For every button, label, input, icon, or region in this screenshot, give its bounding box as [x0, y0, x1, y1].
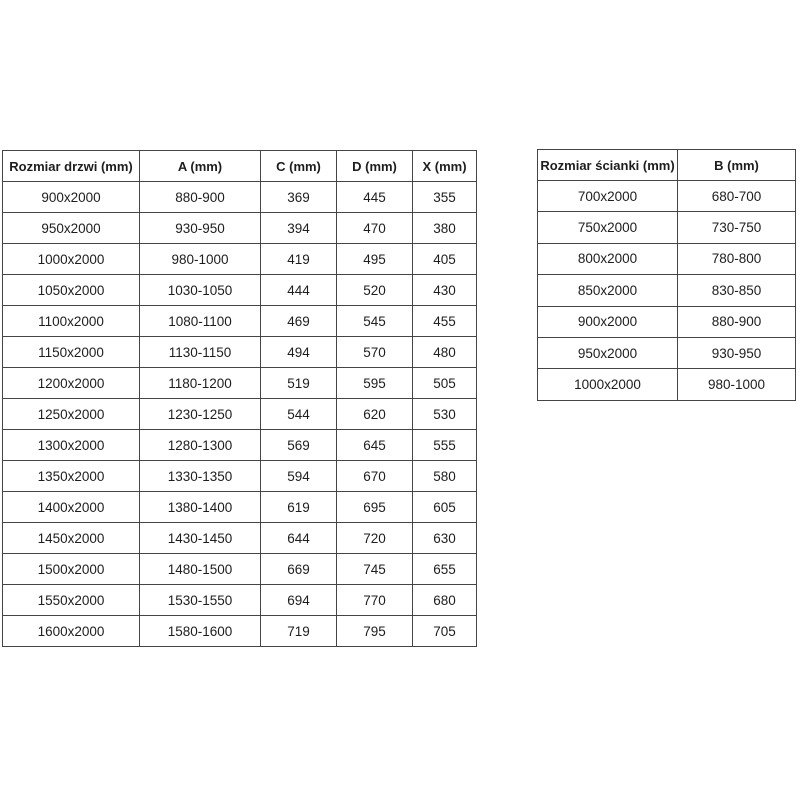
cell: 544	[261, 399, 337, 430]
cell: 495	[337, 244, 413, 275]
cell: 555	[413, 430, 477, 461]
table-row	[3, 492, 477, 523]
table-row	[3, 213, 477, 244]
cell: 694	[261, 585, 337, 616]
wall-table-header-row	[538, 150, 796, 181]
cell: 1180-1200	[140, 368, 261, 399]
cell: 595	[337, 368, 413, 399]
table-row	[538, 181, 796, 212]
cell: 630	[413, 523, 477, 554]
cell: 655	[413, 554, 477, 585]
table-row	[3, 399, 477, 430]
table-row	[3, 430, 477, 461]
table-row	[538, 337, 796, 368]
cell: 1550x2000	[3, 585, 140, 616]
cell: 645	[337, 430, 413, 461]
cell: 850x2000	[538, 275, 678, 306]
cell: 1250x2000	[3, 399, 140, 430]
table-row	[3, 461, 477, 492]
cell: 569	[261, 430, 337, 461]
cell: 1480-1500	[140, 554, 261, 585]
column-header: Rozmiar ścianki (mm)	[538, 150, 678, 181]
table-row	[538, 243, 796, 274]
cell: 1230-1250	[140, 399, 261, 430]
cell: 369	[261, 182, 337, 213]
table-row	[538, 212, 796, 243]
cell: 719	[261, 616, 337, 647]
cell: 1500x2000	[3, 554, 140, 585]
cell: 394	[261, 213, 337, 244]
table-row	[3, 306, 477, 337]
cell: 580	[413, 461, 477, 492]
table-row	[3, 244, 477, 275]
column-header: Rozmiar drzwi (mm)	[3, 151, 140, 182]
table-row	[3, 337, 477, 368]
cell: 745	[337, 554, 413, 585]
cell: 1380-1400	[140, 492, 261, 523]
cell: 494	[261, 337, 337, 368]
cell: 355	[413, 182, 477, 213]
cell: 680	[413, 585, 477, 616]
cell: 1330-1350	[140, 461, 261, 492]
cell: 455	[413, 306, 477, 337]
column-header: D (mm)	[337, 151, 413, 182]
cell: 594	[261, 461, 337, 492]
cell: 445	[337, 182, 413, 213]
cell: 670	[337, 461, 413, 492]
door-table-header-row	[3, 151, 477, 182]
cell: 405	[413, 244, 477, 275]
cell: 930-950	[678, 337, 796, 368]
cell: 705	[413, 616, 477, 647]
cell: 680-700	[678, 181, 796, 212]
cell: 795	[337, 616, 413, 647]
cell: 519	[261, 368, 337, 399]
cell: 780-800	[678, 243, 796, 274]
cell: 1050x2000	[3, 275, 140, 306]
cell: 880-900	[678, 306, 796, 337]
column-header: B (mm)	[678, 150, 796, 181]
cell: 380	[413, 213, 477, 244]
cell: 1000x2000	[3, 244, 140, 275]
column-header: C (mm)	[261, 151, 337, 182]
cell: 900x2000	[3, 182, 140, 213]
cell: 470	[337, 213, 413, 244]
cell: 530	[413, 399, 477, 430]
wall-panel-size-table	[537, 149, 796, 401]
table-row	[3, 616, 477, 647]
cell: 469	[261, 306, 337, 337]
cell: 419	[261, 244, 337, 275]
cell: 750x2000	[538, 212, 678, 243]
cell: 620	[337, 399, 413, 430]
cell: 1580-1600	[140, 616, 261, 647]
cell: 980-1000	[140, 244, 261, 275]
cell: 644	[261, 523, 337, 554]
table-row	[3, 523, 477, 554]
cell: 480	[413, 337, 477, 368]
table-row	[538, 275, 796, 306]
cell: 1600x2000	[3, 616, 140, 647]
cell: 730-750	[678, 212, 796, 243]
cell: 1350x2000	[3, 461, 140, 492]
table-row	[3, 554, 477, 585]
cell: 505	[413, 368, 477, 399]
cell: 1200x2000	[3, 368, 140, 399]
cell: 619	[261, 492, 337, 523]
table-row	[538, 306, 796, 337]
cell: 880-900	[140, 182, 261, 213]
cell: 830-850	[678, 275, 796, 306]
cell: 1000x2000	[538, 369, 678, 400]
cell: 950x2000	[538, 337, 678, 368]
table-row	[538, 369, 796, 400]
cell: 720	[337, 523, 413, 554]
cell: 1400x2000	[3, 492, 140, 523]
cell: 800x2000	[538, 243, 678, 274]
cell: 1430-1450	[140, 523, 261, 554]
cell: 430	[413, 275, 477, 306]
table-row	[3, 275, 477, 306]
cell: 545	[337, 306, 413, 337]
cell: 1030-1050	[140, 275, 261, 306]
table-row	[3, 182, 477, 213]
door-size-table	[2, 150, 477, 647]
cell: 900x2000	[538, 306, 678, 337]
cell: 980-1000	[678, 369, 796, 400]
cell: 669	[261, 554, 337, 585]
column-header: A (mm)	[140, 151, 261, 182]
cell: 570	[337, 337, 413, 368]
cell: 695	[337, 492, 413, 523]
cell: 1100x2000	[3, 306, 140, 337]
cell: 1080-1100	[140, 306, 261, 337]
cell: 770	[337, 585, 413, 616]
cell: 1300x2000	[3, 430, 140, 461]
table-row	[3, 368, 477, 399]
cell: 1450x2000	[3, 523, 140, 554]
cell: 605	[413, 492, 477, 523]
column-header: X (mm)	[413, 151, 477, 182]
cell: 520	[337, 275, 413, 306]
cell: 1280-1300	[140, 430, 261, 461]
cell: 1130-1150	[140, 337, 261, 368]
cell: 444	[261, 275, 337, 306]
cell: 950x2000	[3, 213, 140, 244]
cell: 930-950	[140, 213, 261, 244]
table-row	[3, 585, 477, 616]
cell: 1150x2000	[3, 337, 140, 368]
cell: 1530-1550	[140, 585, 261, 616]
cell: 700x2000	[538, 181, 678, 212]
